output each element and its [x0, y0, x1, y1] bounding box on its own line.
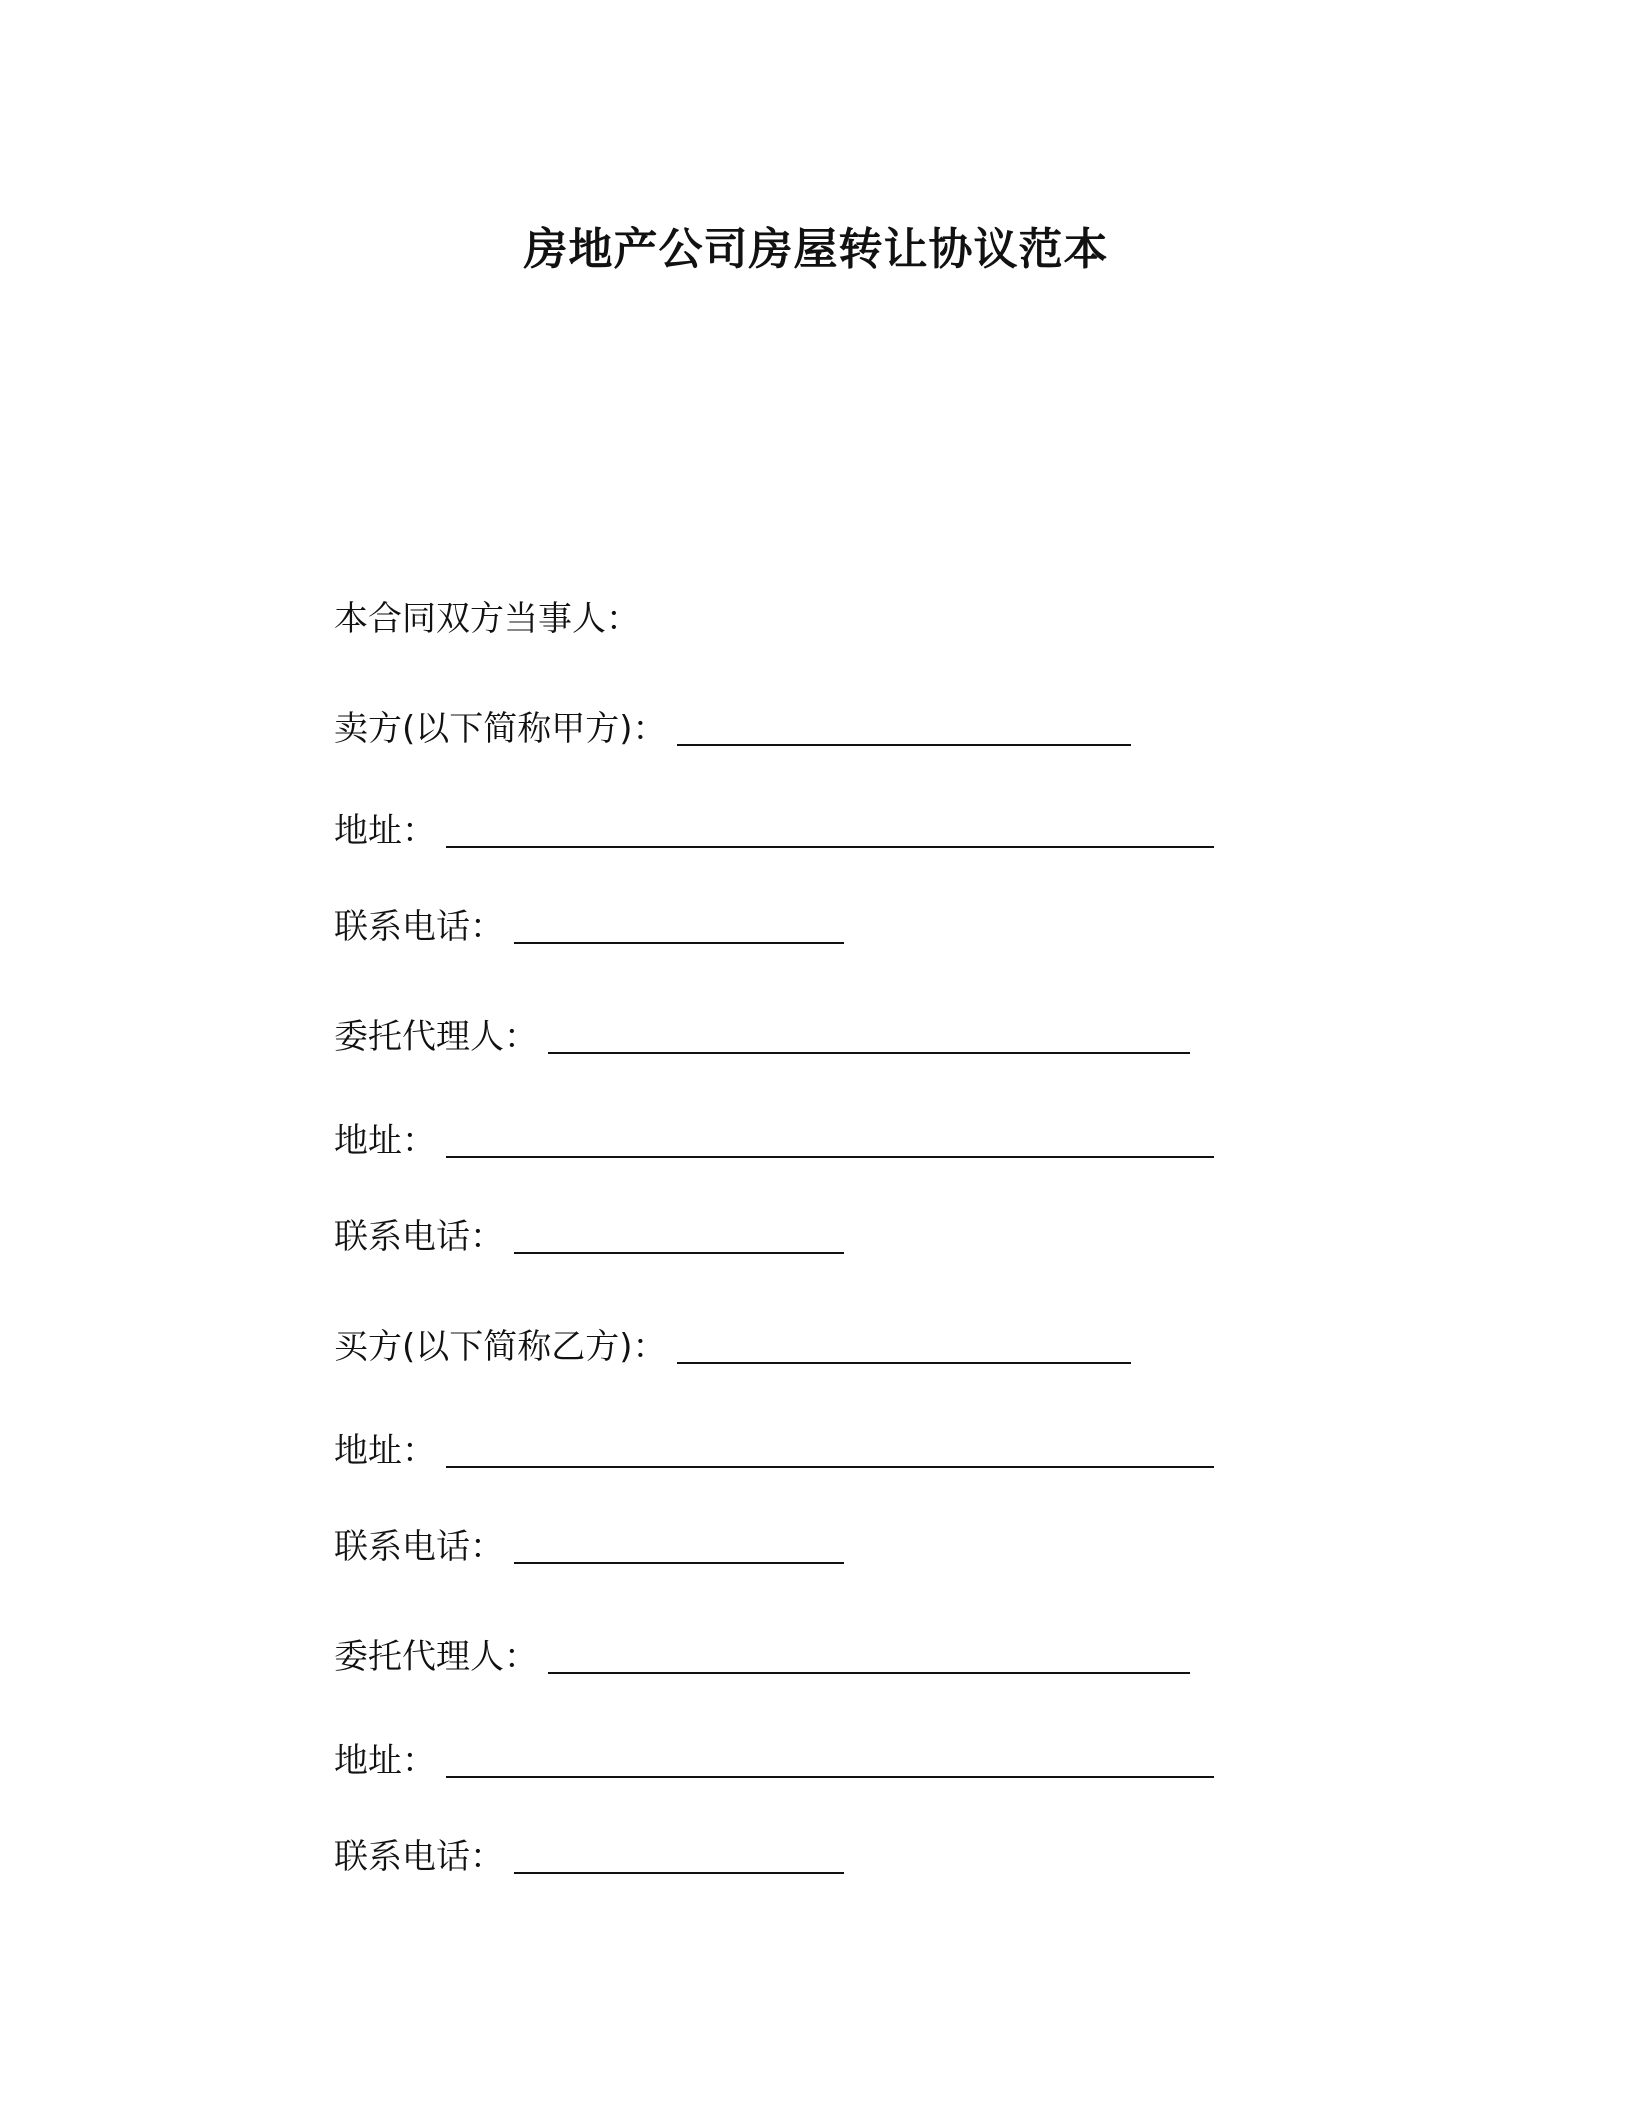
blank-line	[548, 1016, 1190, 1054]
buyer-agent-field	[334, 1634, 1190, 1680]
field-label: 委托代理人：	[334, 1017, 538, 1057]
buyer-agent-address-field	[334, 1738, 1214, 1784]
field-label: 联系电话：	[334, 1217, 504, 1257]
seller-phone-field	[334, 904, 844, 950]
field-label: 地址：	[334, 1431, 436, 1471]
parties-intro: 本合同双方当事人：	[334, 599, 640, 639]
document-title: 房地产公司房屋转让协议范本	[523, 224, 1109, 275]
buyer-name-field	[334, 1324, 1131, 1370]
blank-line	[548, 1636, 1190, 1674]
field-label: 地址：	[334, 1741, 436, 1781]
blank-line	[514, 1836, 844, 1874]
blank-line	[514, 1216, 844, 1254]
field-label: 卖方(以下简称甲方)：	[334, 709, 667, 749]
blank-line	[446, 1120, 1214, 1158]
seller-agent-phone-field	[334, 1214, 844, 1260]
field-label: 联系电话：	[334, 1837, 504, 1877]
blank-line	[514, 906, 844, 944]
blank-line	[446, 1430, 1214, 1468]
blank-line	[677, 708, 1131, 746]
blank-line	[514, 1526, 844, 1564]
buyer-agent-phone-field	[334, 1834, 844, 1880]
blank-line	[446, 1740, 1214, 1778]
field-label: 联系电话：	[334, 907, 504, 947]
field-label: 联系电话：	[334, 1527, 504, 1567]
blank-line	[677, 1326, 1131, 1364]
field-label: 地址：	[334, 1121, 436, 1161]
field-label: 地址：	[334, 811, 436, 851]
blank-line	[446, 810, 1214, 848]
field-label: 买方(以下简称乙方)：	[334, 1327, 667, 1367]
seller-address-field	[334, 808, 1214, 854]
field-label: 委托代理人：	[334, 1637, 538, 1677]
seller-agent-field	[334, 1014, 1190, 1060]
seller-agent-address-field	[334, 1118, 1214, 1164]
seller-name-field	[334, 706, 1131, 752]
buyer-phone-field	[334, 1524, 844, 1570]
buyer-address-field	[334, 1428, 1214, 1474]
